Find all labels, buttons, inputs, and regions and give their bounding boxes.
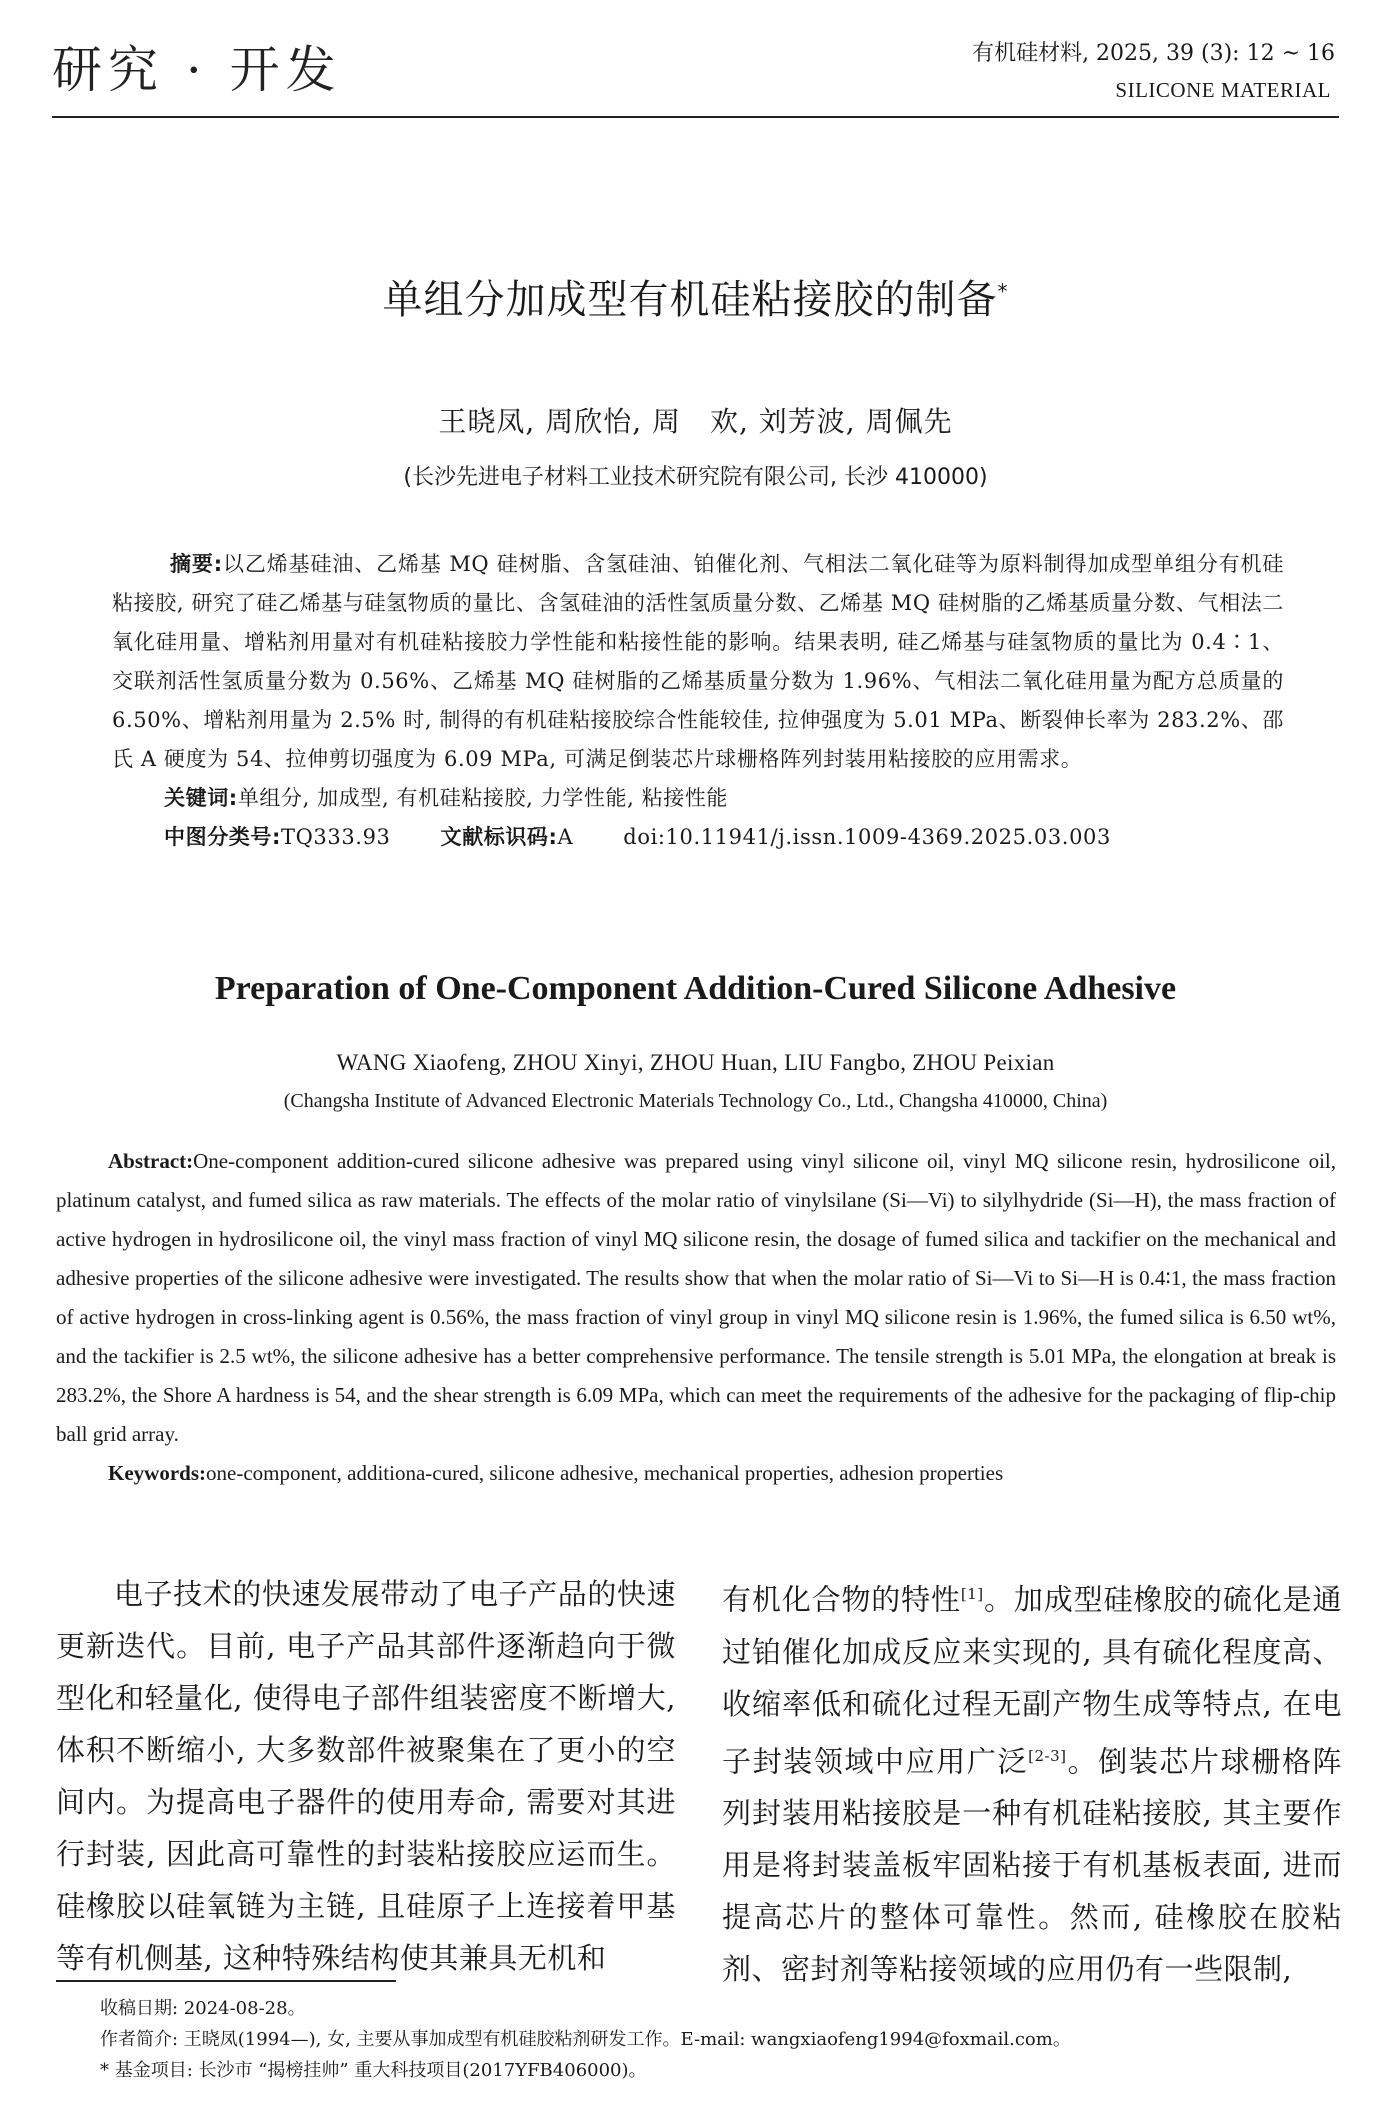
title-cn xyxy=(0,268,1391,325)
doc-code-label: 文献标识码: xyxy=(440,825,558,849)
authors-cn: 王晓凤, 周欣怡, 周 欢, 刘芳波, 周佩先 xyxy=(438,405,953,438)
title-cn-fund-mark: * xyxy=(997,279,1009,304)
body-column-right xyxy=(722,1568,1342,1995)
journal-citation: 有机硅材料, 2025, 39 (3): 12 ~ 16 xyxy=(972,41,1335,66)
clc-label: 中图分类号: xyxy=(164,825,281,849)
citation-ref: [1] xyxy=(960,1585,984,1603)
abstract-cn-text: 以乙烯基硅油、乙烯基 MQ 硅树脂、含氢硅油、铂催化剂、气相法二氧化硅等为原料制得加成型单组分有机硅粘接胶, 研究了硅乙烯基与硅氢物质的量比、含氢硅油的活性氢质量分数、乙烯基 MQ 硅树脂的乙烯基质量分数、气相法二氧化硅用量、增粘剂用量对有机硅粘接胶力学性能和粘接性能的影响。结果表明, 硅乙烯基与硅氢物质的量比为 0.4∶1、交联剂活性氢质量分数为 0.56%、乙烯基 MQ 硅树脂的乙烯基质量分数为 1.96%、气相法二氧化硅用量为配方总质量的 6.50%、增粘剂用量为 2.5% 时, 制得的有机硅粘接胶综合性能较佳, 拉伸强度为 5.01 MPa、断裂伸长率为 283.2%、邵氏 A 硬度为 54、拉伸剪切强度为 6.09 MPa, 可满足倒装芯片球栅格阵列封装用粘接胶的应用需求。 xyxy=(112,552,1284,771)
keywords-en-label: Keywords: xyxy=(108,1461,206,1485)
clc-number: TQ333.93 xyxy=(281,825,391,849)
doc-code: A xyxy=(557,825,574,849)
body-column-left xyxy=(56,1568,676,1984)
section-tag: 研究 · 开发 xyxy=(52,41,342,99)
doi: doi:10.11941/j.issn.1009-4369.2025.03.003 xyxy=(623,825,1111,849)
keywords-en: one-component, additiona-cured, silicone adhesive, mechanical properties, adhesion properties xyxy=(206,1461,1004,1485)
affiliation-en: (Changsha Institute of Advanced Electronic Materials Technology Co., Ltd., Changsha 410000, China) xyxy=(283,1090,1108,1112)
body-paragraph xyxy=(722,1568,1342,1995)
keywords-cn: 单组分, 加成型, 有机硅粘接胶, 力学性能, 粘接性能 xyxy=(237,786,729,810)
abstract-cn xyxy=(112,545,1284,857)
body-text: 。加成型硅橡胶的硫化是通过铂催化加成反应来实现的, 具有硫化程度高、收缩率低和硫化过程无副产物生成等特点, 在电子封装领域中应用广泛 xyxy=(722,1582,1342,1779)
title-cn-text: 单组分加成型有机硅粘接胶的制备 xyxy=(382,277,998,323)
abstract-en-text: One-component addition-cured silicone adhesive was prepared using vinyl silicone oil, vinyl MQ silicone resin, hydrosilicone oil, platinum catalyst, and fumed silica as raw materials. The effects of the molar ratio of vinylsilane (Si—Vi) to silylhydride (Si—H), the mass fraction of active hydrogen in hydrosilicone oil, the vinyl mass fraction of vinyl MQ silicone resin, the dosage of fumed silica and tackifier on the mechanical and adhesive properties of the silicone adhesive were investigated. The results show that when the molar ratio of Si—Vi to Si—H is 0.4∶1, the mass fraction of active hydrogen in cross-linking agent is 0.56%, the mass fraction of vinyl group in vinyl MQ silicone resin is 1.96%, the fumed silica is 6.50 wt%, and the tackifier is 2.5 wt%, the silicone adhesive has a better comprehensive performance. The tensile strength is 5.01 MPa, the elongation at break is 283.2%, the Shore A hardness is 54, and the shear strength is 6.09 MPa, which can meet the requirements of the adhesive for the packaging of flip-chip ball grid array. xyxy=(56,1149,1336,1446)
footnote-author: 作者简介: 王晓凤(1994—), 女, 主要从事加成型有机硅胶粘剂研发工作。E-mail: wangxiaofeng1994@foxmail.com。 xyxy=(100,2029,1071,2050)
abstract-en xyxy=(56,1142,1336,1493)
authors-en: WANG Xiaofeng, ZHOU Xinyi, ZHOU Huan, LIU Fangbo, ZHOU Peixian xyxy=(336,1050,1055,1075)
footnote-divider xyxy=(56,1980,396,1982)
footnote-received: 收稿日期: 2024-08-28。 xyxy=(100,1998,306,2019)
citation-ref: [2-3] xyxy=(1028,1746,1067,1765)
body-text: 有机化合物的特性 xyxy=(722,1582,961,1617)
body-paragraph: 电子技术的快速发展带动了电子产品的快速更新迭代。目前, 电子产品其部件逐渐趋向于微型化和轻量化, 使得电子部件组装密度不断增大, 体积不断缩小, 大多数部件被聚集在了更小的空间内。为提高电子器件的使用寿命, 需要对其进行封装, 因此高可靠性的封装粘接胶应运而生。硅橡胶以硅氧链为主链, 且硅原子上连接着甲基等有机侧基, 这种特殊结构使其兼具无机和 xyxy=(56,1577,676,1975)
journal-name-en: SILICONE MATERIAL xyxy=(1115,78,1331,102)
footnotes xyxy=(100,1993,1330,2086)
abstract-en-label: Abstract: xyxy=(108,1149,194,1173)
header-divider xyxy=(52,116,1339,118)
footnote-fund: * 基金项目: 长沙市 “揭榜挂帅” 重大科技项目(2017YFB406000)。 xyxy=(100,2060,647,2081)
body-text: 。倒装芯片球栅格阵列封装用粘接胶是一种有机硅粘接胶, 其主要作用是将封装盖板牢固粘接于有机基板表面, 进而提高芯片的整体可靠性。然而, 硅橡胶在胶粘剂、密封剂等粘接领域的应用仍有一些限制, xyxy=(722,1744,1342,1987)
title-en: Preparation of One-Component Addition-Cured Silicone Adhesive xyxy=(214,970,1177,1007)
keywords-cn-label: 关键词: xyxy=(164,786,238,810)
affiliation-cn: (长沙先进电子材料工业技术研究院有限公司, 长沙 410000) xyxy=(403,465,988,490)
abstract-cn-label: 摘要: xyxy=(170,552,223,576)
